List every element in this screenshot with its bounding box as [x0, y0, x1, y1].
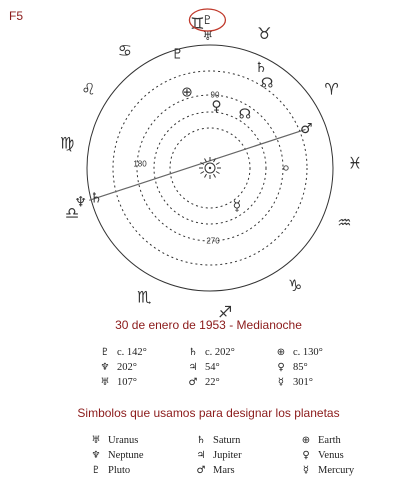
position-value: c. 130°: [293, 347, 323, 358]
legend-cell: [193, 450, 298, 461]
planet-symbol-icon: ♃: [188, 362, 198, 373]
position-cell: [273, 362, 337, 373]
legend-row: [88, 463, 368, 478]
legend-cell: [88, 435, 193, 446]
planet-name: Neptune: [108, 450, 144, 461]
neptune-left-icon: ♆: [74, 194, 87, 211]
planet-symbol-icon: ♅: [100, 377, 110, 388]
legend-table: [88, 433, 368, 478]
position-value: 85°: [293, 362, 308, 373]
position-value: c. 142°: [117, 347, 147, 358]
ring-label-90: 90: [210, 90, 220, 100]
legend-cell: [88, 465, 193, 476]
planet-symbol-icon: ♃: [196, 450, 206, 461]
ring-label-180: 180: [133, 159, 147, 169]
planet-name: Mars: [213, 465, 235, 476]
position-value: 54°: [205, 362, 220, 373]
node-right-icon: ☊: [260, 75, 274, 92]
ring-label-270: 270: [206, 236, 220, 246]
pluto-outer-icon: ♇: [171, 46, 184, 63]
legend-cell: [298, 435, 368, 446]
earth-icon: ⊕: [181, 84, 193, 101]
planet-symbol-icon: ♇: [91, 465, 101, 476]
legend-row: [88, 433, 368, 448]
position-value: 22°: [205, 377, 220, 388]
zodiac-aries-icon: ♈: [324, 79, 339, 99]
position-cell: [185, 377, 273, 388]
position-cell: [97, 347, 185, 358]
position-cell: [273, 347, 337, 358]
legend-title: Simbolos que usamos para designar los planetas: [77, 406, 340, 420]
position-cell: [97, 362, 185, 373]
legend-cell: [298, 450, 368, 461]
planet-name: Jupiter: [213, 450, 242, 461]
chart-caption: 30 de enero de 1953 - Medianoche: [115, 318, 302, 332]
planet-name: Pluto: [108, 465, 131, 476]
zodiac-taurus-icon: ♉: [257, 24, 272, 44]
mercury-icon: ☿: [232, 198, 242, 215]
zodiac-leo-icon: ♌: [81, 79, 96, 99]
position-cell: [273, 377, 337, 388]
venus-icon: ♀: [211, 98, 222, 115]
planet-symbol-icon: ♅: [91, 435, 101, 446]
uranus-top-icon: ♅: [202, 29, 214, 44]
node-inner-icon: ☊: [238, 106, 252, 123]
position-value: 107°: [117, 377, 137, 388]
figure-label: F5: [9, 9, 24, 23]
zodiac-aquarius-icon: ♒: [337, 212, 352, 232]
planet-symbol-icon: ☿: [277, 377, 285, 388]
zodiac-cancer-icon: ♋: [117, 41, 132, 61]
legend-cell: [193, 465, 298, 476]
legend-cell: [88, 450, 193, 461]
legend-row: [88, 448, 368, 463]
planet-name: Saturn: [213, 435, 241, 446]
positions-row: [97, 375, 337, 390]
planet-symbol-icon: ⊕: [301, 435, 311, 446]
planet-symbol-icon: ♀: [302, 450, 310, 461]
position-cell: [185, 362, 273, 373]
planet-symbol-icon: ♄: [188, 347, 198, 358]
position-value: c. 202°: [205, 347, 235, 358]
position-cell: [97, 377, 185, 388]
zodiac-scorpio-icon: ♏: [136, 287, 152, 307]
planet-symbol-icon: ♀: [277, 362, 285, 373]
zodiac-gemini-icon: ♊: [190, 14, 205, 34]
orbit-marker: [284, 166, 288, 170]
planet-symbol-icon: ♂: [196, 465, 206, 476]
planet-symbol-icon: ⊕: [276, 347, 286, 358]
zodiac-libra-icon: ♎: [64, 203, 80, 223]
position-value: 202°: [117, 362, 137, 373]
zodiac-capricorn-icon: ♑: [288, 275, 303, 295]
mars-icon: ♂: [300, 121, 313, 138]
alignment-line: [89, 129, 305, 200]
saturn-right-icon: ♄: [254, 60, 268, 77]
planet-name: Earth: [318, 435, 341, 446]
zodiac-sagittarius-icon: ♐: [217, 302, 233, 320]
legend-cell: [193, 435, 298, 446]
planet-name: Mercury: [318, 465, 355, 476]
zodiac-signs: [60, 14, 362, 320]
planet-symbols: [74, 13, 312, 214]
legend-cell: [298, 465, 368, 476]
positions-row: [97, 345, 337, 360]
planet-symbol-icon: ♄: [196, 435, 206, 446]
planet-name: Venus: [318, 450, 344, 461]
planet-name: Uranus: [108, 435, 139, 446]
planet-symbol-icon: ♆: [100, 362, 110, 373]
zodiac-virgo-icon: ♍: [60, 133, 75, 153]
sun-icon: [199, 157, 221, 179]
planet-symbol-icon: ♂: [188, 377, 198, 388]
planet-symbol-icon: ♇: [100, 347, 110, 358]
planet-symbol-icon: ☿: [302, 465, 310, 476]
positions-row: [97, 360, 337, 375]
position-value: 301°: [293, 377, 313, 388]
position-cell: [185, 347, 273, 358]
planet-symbol-icon: ♆: [91, 450, 101, 461]
zodiac-pisces-icon: ♓: [347, 153, 363, 173]
saturn-left-icon: ♄: [89, 190, 103, 207]
positions-table: [97, 345, 337, 390]
pluto-top-icon: ♇: [202, 13, 213, 28]
